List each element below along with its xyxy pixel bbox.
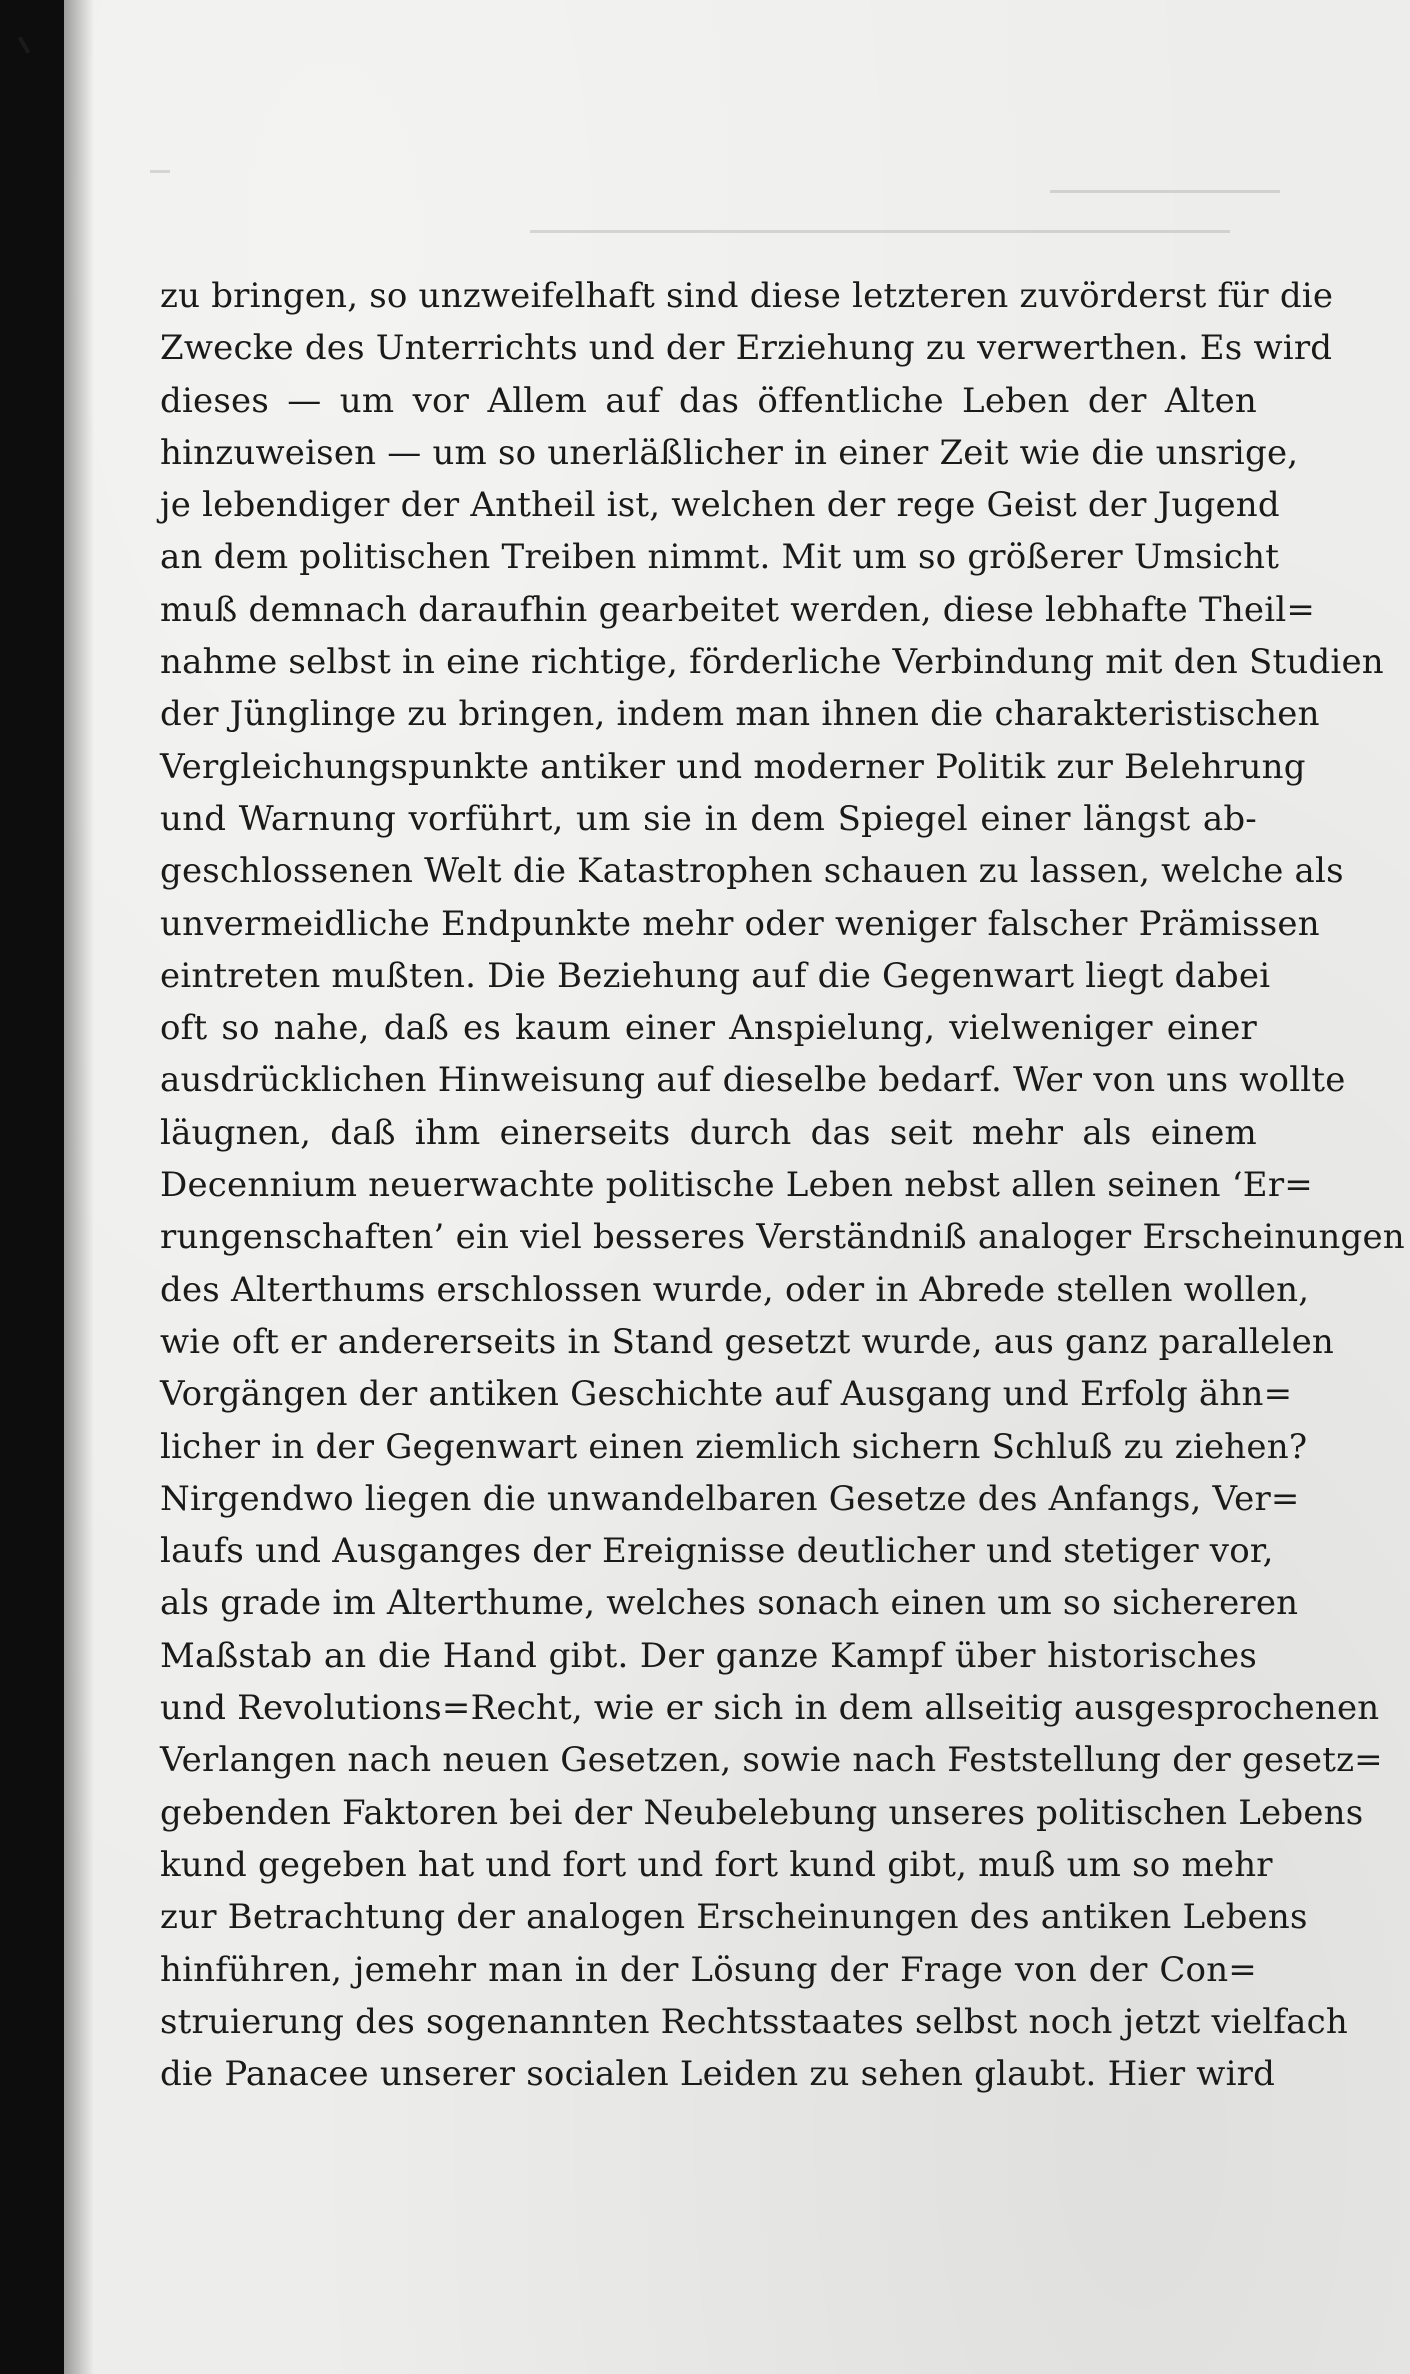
text-line: licher in der Gegenwart einen ziemlich sichern Schluß zu ziehen? [160,1426,1308,1467]
text-line: Vergleichungspunkte antiker und moderner Politik zur Belehrung [160,746,1306,787]
text-line: an dem politischen Treiben nimmt. Mit um so größerer Umsicht [160,537,1280,578]
text-line: muß demnach daraufhin gearbeitet werden, diese lebhafte Theil= [160,589,1316,630]
text-line: des Alterthums erschlossen wurde, oder in Abrede stellen wollen, [160,1269,1310,1310]
text-line: rungenschaften’ ein viel besseres Verständniß analoger Erscheinungen [160,1217,1405,1258]
text-line: struierung des sogenannten Rechtsstaates selbst noch jetzt vielfach [160,2001,1348,2042]
text-line: unvermeidliche Endpunkte mehr oder weniger falscher Prämissen [160,903,1320,944]
scan-mark [18,36,30,54]
text-line: zur Betrachtung der analogen Erscheinungen des antiken Lebens [160,1897,1308,1938]
text-line: zu bringen, so unzweifelhaft sind diese letzteren zuvörderst für die [160,276,1334,316]
text-line: geschlossenen Welt die Katastrophen schauen zu lassen, welche als [160,851,1344,892]
text-line: die Panacee unserer socialen Leiden zu sehen glaubt. Hier wird [160,2054,1276,2095]
text-line: und Warnung vorführt, um sie in dem Spiegel einer längst ab- [160,798,1257,839]
text-line: als grade im Alterthume, welches sonach einen um so sichereren [160,1583,1299,1624]
text-line: Verlangen nach neuen Gesetzen, sowie nach Feststellung der gesetz= [160,1740,1383,1781]
text-line: je lebendiger der Antheil ist, welchen der rege Geist der Jugend [160,485,1280,526]
body-text [160,270,1405,2100]
text-line: hinzuweisen — um so unerläßlicher in einer Zeit wie die unsrige, [160,432,1299,473]
text-line: ausdrücklichen Hinweisung auf dieselbe bedarf. Wer von uns wollte [160,1060,1346,1101]
text-line: gebenden Faktoren bei der Neubelebung unseres politischen Lebens [160,1792,1364,1833]
text-line: nahme selbst in eine richtige, förderliche Verbindung mit den Studien [160,642,1384,683]
text-line: und Revolutions=Recht, wie er sich in dem allseitig ausgesprochenen [160,1688,1380,1729]
text-line: kund gegeben hat und fort und fort kund gibt, muß um so mehr [160,1844,1273,1885]
text-line: Vorgängen der antiken Geschichte auf Ausgang und Erfolg ähn= [160,1374,1293,1415]
text-line: Maßstab an die Hand gibt. Der ganze Kampf über historisches [160,1635,1257,1676]
text-line: oft so nahe, daß es kaum einer Anspielung, vielweniger einer [160,1008,1257,1049]
text-line: Nirgendwo liegen die unwandelbaren Gesetze des Anfangs, Ver= [160,1478,1300,1519]
page-edge-shadow [64,0,94,2374]
text-line: läugnen, daß ihm einerseits durch das seit mehr als einem [160,1112,1257,1153]
text-line: dieses — um vor Allem auf das öffentliche Leben der Alten [160,380,1257,421]
text-line: eintreten mußten. Die Beziehung auf die Gegenwart liegt dabei [160,955,1271,996]
text-line: laufs und Ausganges der Ereignisse deutlicher und stetiger vor, [160,1531,1274,1572]
text-line: Decennium neuerwachte politische Leben nebst allen seinen ‘Er= [160,1165,1313,1206]
show-through-text [150,160,1280,250]
text-line: Zwecke des Unterrichts und der Erziehung zu verwerthen. Es wird [160,328,1333,369]
text-line: der Jünglinge zu bringen, indem man ihnen die charakteristischen [160,694,1320,735]
text-line: wie oft er andererseits in Stand gesetzt wurde, aus ganz parallelen [160,1321,1334,1362]
text-line: hinführen, jemehr man in der Lösung der Frage von der Con= [160,1949,1257,1990]
